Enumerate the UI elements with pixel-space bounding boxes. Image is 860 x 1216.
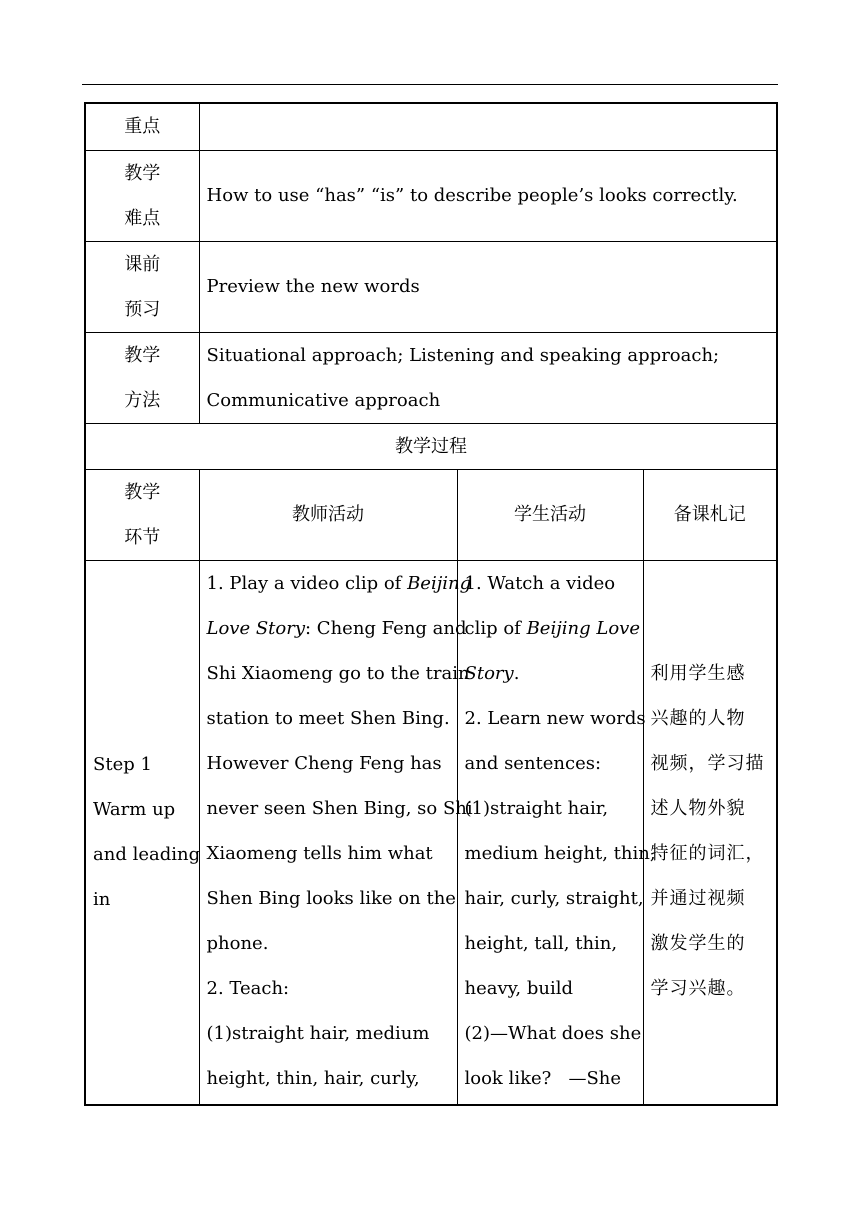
difficulty-label: 教学 难点 (85, 150, 199, 241)
row-preview (85, 241, 777, 332)
student-activity-lines (464, 561, 656, 1101)
teacher-line: phone. (206, 932, 269, 954)
step-line: Step 1 (93, 754, 152, 776)
note-line: 并通过视频 (650, 887, 746, 909)
student-line: (1)straight hair, (464, 797, 609, 819)
notes-lines (651, 561, 773, 1011)
student-line: medium height, thin, (464, 842, 656, 864)
header-rule (82, 84, 778, 85)
student-line: (2)—What does she (464, 1022, 642, 1044)
row-key-points (85, 103, 777, 150)
step-line: in (93, 889, 111, 911)
student-line: look like? —She (464, 1067, 622, 1089)
row-process-title (85, 423, 777, 469)
step-line: Warm up (93, 799, 176, 821)
row-step-1 (85, 560, 777, 1105)
note-line: 利用学生感 (650, 662, 746, 684)
italic-title: Beijing (407, 572, 472, 594)
row-headers (85, 469, 777, 560)
teacher-line: Shi Xiaomeng go to the train (206, 662, 470, 684)
teacher-line: 1. Play a video clip of Beijing (206, 572, 472, 594)
teacher-line: Xiaomeng tells him what (206, 842, 433, 864)
key-points-value (199, 103, 777, 150)
student-line: heavy, build (464, 977, 574, 999)
student-line: clip of Beijing Love (464, 617, 640, 639)
italic-title: Love Story (206, 617, 306, 639)
preview-label: 课前 预习 (85, 241, 199, 332)
notes-header: 备课札记 (643, 469, 777, 560)
key-points-label: 重点 (85, 103, 199, 150)
student-line: 2. Learn new words (464, 707, 646, 729)
methods-label: 教学 方法 (85, 332, 199, 423)
student-line: Story. (464, 662, 520, 684)
row-methods (85, 332, 777, 423)
teacher-line: (1)straight hair, medium (206, 1022, 430, 1044)
note-line: 兴趣的人物 (650, 707, 746, 729)
teacher-line: height, thin, hair, curly, (206, 1067, 420, 1089)
note-line: 激发学生的 (650, 932, 746, 954)
note-line: 述人物外貌 (650, 797, 746, 819)
italic-title: Story (464, 662, 514, 684)
teacher-line: Love Story: Cheng Feng and (206, 617, 467, 639)
notes-cell (643, 560, 777, 1105)
teacher-line: However Cheng Feng has (206, 752, 442, 774)
teacher-line: never seen Shen Bing, so Shi (206, 797, 473, 819)
step-1-lines (93, 742, 199, 922)
student-activity-header: 学生活动 (457, 469, 643, 560)
teacher-activity-header: 教师活动 (199, 469, 457, 560)
teacher-activity-cell (199, 560, 473, 1105)
step-1-cell (85, 560, 199, 1105)
note-line: 学习兴趣。 (650, 977, 746, 999)
teacher-line: Shen Bing looks like on the (206, 887, 456, 909)
step-header: 教学 环节 (85, 469, 199, 560)
step-line: and leading (93, 844, 201, 866)
lesson-plan-table (84, 102, 778, 1106)
student-line: 1. Watch a video (464, 572, 616, 594)
student-line: height, tall, thin, (464, 932, 618, 954)
teacher-line: station to meet Shen Bing. (206, 707, 450, 729)
teacher-activity-lines (206, 561, 473, 1101)
note-line: 特征的词汇， (650, 842, 765, 864)
process-title: 教学过程 (85, 423, 777, 469)
row-difficulty (85, 150, 777, 241)
methods-value: Situational approach; Listening and speaking approach; Communicative approach (199, 332, 777, 423)
difficulty-value: How to use “has” “is” to describe people’s looks correctly. (199, 150, 777, 241)
teacher-line: 2. Teach: (206, 977, 290, 999)
student-line: and sentences: (464, 752, 602, 774)
italic-title: Beijing Love (526, 617, 640, 639)
student-line: hair, curly, straight, (464, 887, 644, 909)
preview-value: Preview the new words (199, 241, 777, 332)
student-activity-cell (457, 560, 656, 1105)
note-line: 视频，学习描 (650, 752, 765, 774)
